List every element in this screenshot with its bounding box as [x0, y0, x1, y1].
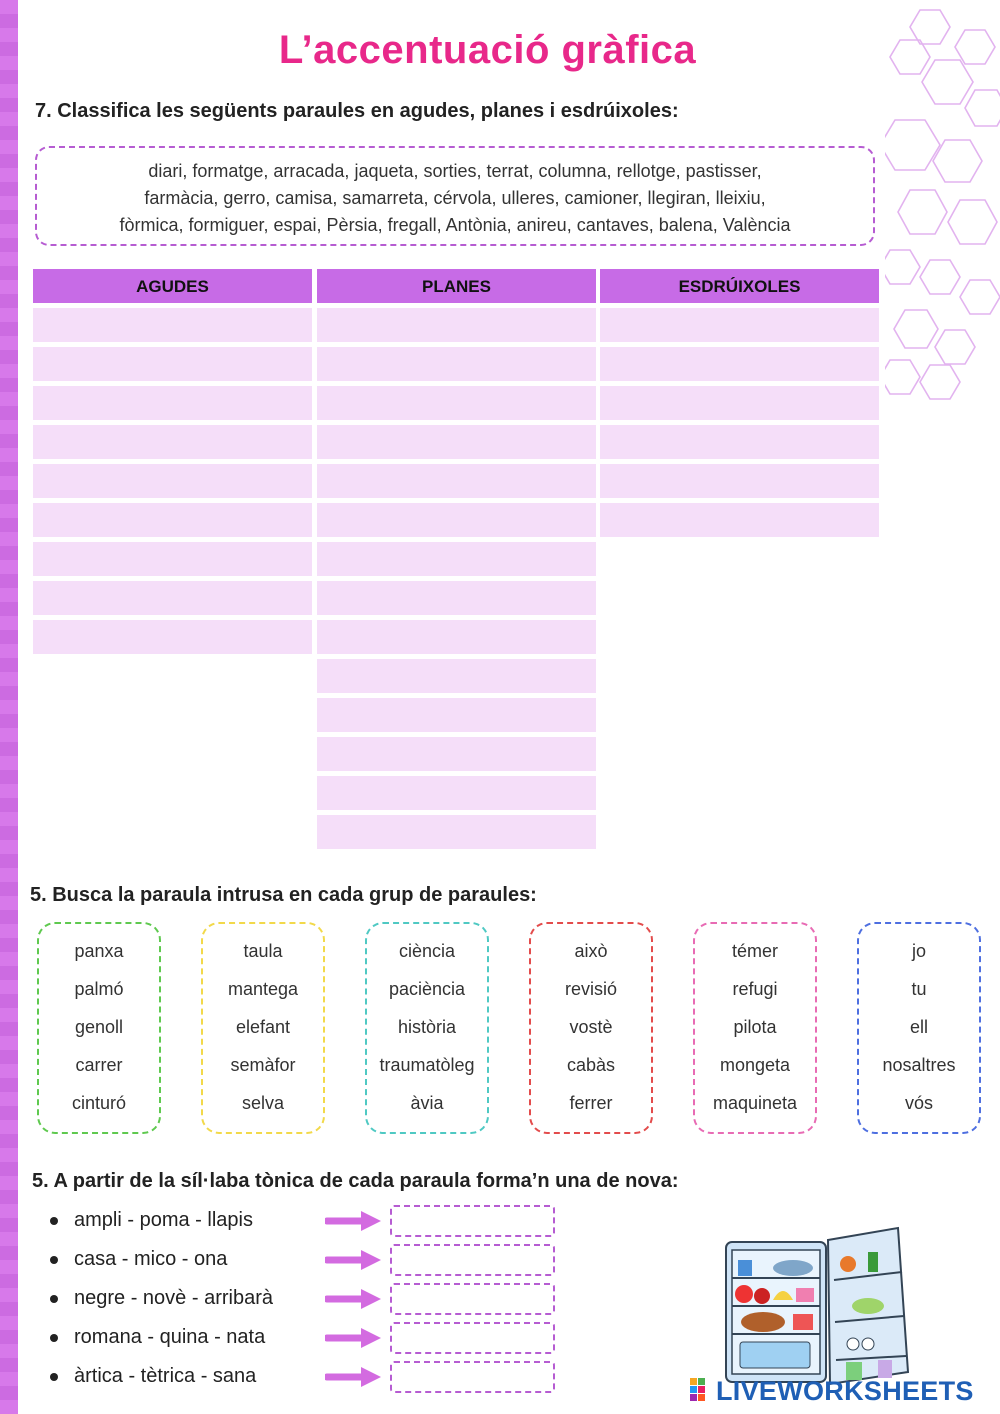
answer-cell[interactable]	[33, 464, 312, 498]
answer-cell[interactable]	[33, 542, 312, 576]
group-word[interactable]: tu	[911, 979, 927, 999]
group-word[interactable]: història	[397, 1017, 457, 1037]
answer-cell[interactable]	[317, 659, 596, 693]
group-word[interactable]: vostè	[569, 1017, 613, 1037]
arrow-right-icon	[325, 1366, 383, 1388]
group-word[interactable]: taula	[243, 941, 283, 961]
syllable-row	[50, 1322, 570, 1360]
question-5a-heading: 5. Busca la paraula intrusa en cada grup de paraules:	[30, 884, 537, 906]
column-esdruixoles	[600, 269, 879, 537]
group-word[interactable]: selva	[241, 1093, 285, 1113]
syllable-words: casa - mico - ona	[74, 1248, 228, 1270]
group-word[interactable]: témer	[731, 941, 778, 961]
syllable-words: negre - novè - arribarà	[74, 1287, 273, 1309]
column-header-esdruixoles: ESDRÚIXOLES	[600, 269, 879, 303]
group-word[interactable]: vós	[904, 1093, 933, 1113]
answer-input[interactable]	[390, 1283, 555, 1315]
bullet-icon	[50, 1334, 58, 1342]
answer-cell[interactable]	[33, 581, 312, 615]
answer-cell[interactable]	[33, 308, 312, 342]
group-word[interactable]: traumatòleg	[379, 1055, 475, 1075]
liveworksheets-logo	[690, 1378, 990, 1404]
group-word[interactable]: pilota	[733, 1017, 777, 1037]
arrow-right-icon	[325, 1249, 383, 1271]
group-word[interactable]: ferrer	[569, 1093, 613, 1113]
group-word[interactable]: ell	[909, 1017, 928, 1037]
answer-input[interactable]	[390, 1244, 555, 1276]
word-bank-line: diari, formatge, arracada, jaqueta, sorties, terrat, columna, rellotge, pastisser,	[148, 161, 762, 181]
group-word[interactable]: revisió	[564, 979, 617, 999]
logo-icon	[690, 1378, 714, 1402]
word-group-1	[37, 922, 161, 1134]
syllable-words: romana - quina - nata	[74, 1326, 266, 1348]
column-agudes	[33, 269, 312, 654]
answer-cell[interactable]	[317, 308, 596, 342]
group-word[interactable]: cabàs	[566, 1055, 616, 1075]
answer-cell[interactable]	[317, 776, 596, 810]
column-header-agudes: AGUDES	[33, 269, 312, 303]
answer-cell[interactable]	[33, 425, 312, 459]
answer-cell[interactable]	[600, 347, 879, 381]
answer-cell[interactable]	[317, 425, 596, 459]
answer-cell[interactable]	[317, 347, 596, 381]
answer-cell[interactable]	[317, 620, 596, 654]
group-word[interactable]: ciència	[398, 941, 456, 961]
group-word[interactable]: carrer	[75, 1055, 123, 1075]
answer-input[interactable]	[390, 1322, 555, 1354]
syllable-words: àrtica - tètrica - sana	[74, 1365, 257, 1387]
logo-text: LIVEWORKSHEETS	[716, 1376, 974, 1406]
fridge-illustration	[718, 1222, 916, 1387]
answer-cell[interactable]	[317, 737, 596, 771]
arrow-right-icon	[325, 1327, 383, 1349]
bullet-icon	[50, 1217, 58, 1225]
syllable-row	[50, 1283, 570, 1321]
syllable-row	[50, 1205, 570, 1243]
group-word[interactable]: àvia	[410, 1093, 444, 1113]
group-word[interactable]: panxa	[74, 941, 124, 961]
group-word[interactable]: semàfor	[230, 1055, 296, 1075]
group-word[interactable]: elefant	[235, 1017, 291, 1037]
word-bank-line: farmàcia, gerro, camisa, samarreta, cérvola, ulleres, camioner, llegiran, lleixiu,	[144, 188, 766, 208]
group-word[interactable]: això	[574, 941, 608, 961]
group-word[interactable]: cinturó	[71, 1093, 127, 1113]
answer-cell[interactable]	[600, 386, 879, 420]
answer-cell[interactable]	[317, 698, 596, 732]
answer-cell[interactable]	[600, 425, 879, 459]
word-group-6	[857, 922, 981, 1134]
column-header-planes: PLANES	[317, 269, 596, 303]
word-group-4	[529, 922, 653, 1134]
answer-cell[interactable]	[317, 581, 596, 615]
answer-input[interactable]	[390, 1361, 555, 1393]
group-word[interactable]: mantega	[227, 979, 299, 999]
answer-cell[interactable]	[33, 347, 312, 381]
group-word[interactable]: jo	[911, 941, 926, 961]
word-group-3	[365, 922, 489, 1134]
word-group-5	[693, 922, 817, 1134]
group-word[interactable]: maquineta	[712, 1093, 798, 1113]
bullet-icon	[50, 1373, 58, 1381]
answer-cell[interactable]	[33, 503, 312, 537]
bullet-icon	[50, 1256, 58, 1264]
group-word[interactable]: palmó	[74, 979, 124, 999]
word-bank-line: fòrmica, formiguer, espai, Pèrsia, fregall, Antònia, anireu, cantaves, balena, València	[119, 215, 791, 235]
answer-cell[interactable]	[317, 503, 596, 537]
answer-cell[interactable]	[33, 386, 312, 420]
answer-input[interactable]	[390, 1205, 555, 1237]
group-word[interactable]: genoll	[74, 1017, 124, 1037]
group-word[interactable]: nosaltres	[882, 1055, 956, 1075]
page-title: L’accentuació gràfica	[278, 28, 697, 72]
answer-cell[interactable]	[600, 308, 879, 342]
answer-cell[interactable]	[600, 464, 879, 498]
arrow-right-icon	[325, 1288, 383, 1310]
answer-cell[interactable]	[33, 620, 312, 654]
arrow-right-icon	[325, 1210, 383, 1232]
question-5b-heading: 5. A partir de la síl·laba tònica de cada paraula forma’n una de nova:	[32, 1170, 679, 1192]
answer-cell[interactable]	[317, 464, 596, 498]
question-7-heading: 7. Classifica les següents paraules en agudes, planes i esdrúixoles:	[35, 100, 679, 122]
decorative-side-stripe	[0, 0, 18, 1414]
answer-cell[interactable]	[600, 503, 879, 537]
syllable-row	[50, 1361, 570, 1399]
answer-cell[interactable]	[317, 386, 596, 420]
word-group-2	[201, 922, 325, 1134]
word-bank	[35, 146, 875, 246]
syllable-words: ampli - poma - llapis	[74, 1209, 253, 1231]
group-word[interactable]: paciència	[388, 979, 466, 999]
syllable-row	[50, 1244, 570, 1282]
column-planes	[317, 269, 596, 849]
group-word[interactable]: mongeta	[719, 1055, 791, 1075]
group-word[interactable]: refugi	[732, 979, 778, 999]
answer-cell[interactable]	[317, 542, 596, 576]
answer-cell[interactable]	[317, 815, 596, 849]
bullet-icon	[50, 1295, 58, 1303]
